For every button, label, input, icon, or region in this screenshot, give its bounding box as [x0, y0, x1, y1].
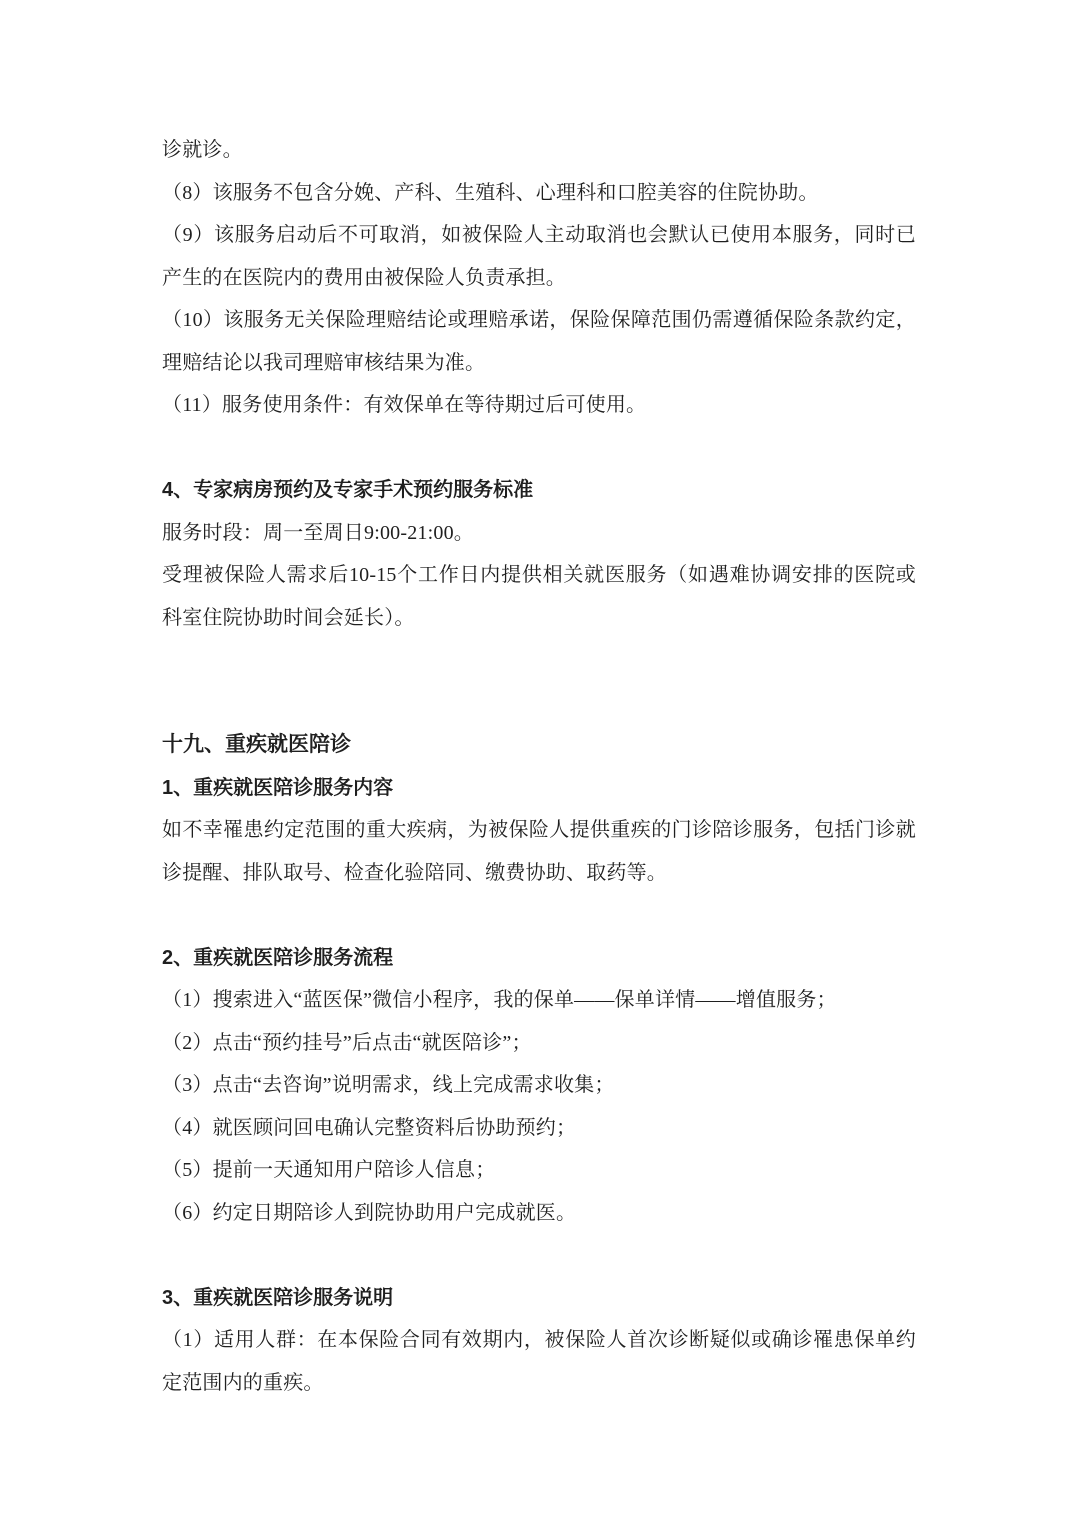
paragraph-step-5: （5）提前一天通知用户陪诊人信息； — [162, 1159, 496, 1181]
paragraph-service-hours: 服务时段：周一至周日9:00-21:00。 — [162, 521, 474, 544]
section-heading-19: 十九、重疾就医陪诊 — [162, 733, 351, 756]
subsection-heading-3: 3、重疾就医陪诊服务说明 — [162, 1286, 394, 1309]
paragraph-item-10: （10）该服务无关保险理赔结论或理赔承诺，保险保障范围仍需遵循保险条款约定，理赔结论以我司理赔审核结果为准。 — [162, 309, 916, 374]
subsection-heading-4: 4、专家病房预约及专家手术预约服务标准 — [162, 479, 534, 501]
paragraph-continuation: 诊就诊。 — [162, 139, 243, 161]
paragraph-step-6: （6）约定日期陪诊人到院协助用户完成就医。 — [162, 1201, 577, 1224]
subsection-heading-1: 1、重疾就医陪诊服务内容 — [162, 776, 394, 799]
paragraph-step-3: （3）点击“去咨询”说明需求，线上完成需求收集； — [162, 1074, 615, 1096]
paragraph-applicable-users: （1）适用人群：在本保险合同有效期内，被保险人首次诊断疑似或确诊罹患保单约定范围内的重疾。 — [162, 1329, 916, 1394]
paragraph-item-9: （9）该服务启动后不可取消，如被保险人主动取消也会默认已使用本服务，同时已产生的在医院内的费用由被保险人负责承担。 — [162, 224, 916, 289]
subsection-heading-2: 2、重疾就医陪诊服务流程 — [162, 946, 394, 969]
paragraph-service-content: 如不幸罹患约定范围的重大疾病，为被保险人提供重疾的门诊陪诊服务，包括门诊就诊提醒、排队取号、检查化验陪同、缴费协助、取药等。 — [162, 819, 916, 884]
document-content — [162, 129, 916, 1404]
paragraph-item-8: （8）该服务不包含分娩、产科、生殖科、心理科和口腔美容的住院协助。 — [162, 181, 819, 204]
paragraph-service-timeline: 受理被保险人需求后10-15个工作日内提供相关就医服务（如遇难协调安排的医院或科室住院协助时间会延长）。 — [162, 564, 916, 629]
paragraph-step-2: （2）点击“预约挂号”后点击“就医陪诊”； — [162, 1031, 532, 1054]
paragraph-step-1: （1）搜索进入“蓝医保”微信小程序，我的保单——保单详情——增值服务； — [162, 989, 837, 1011]
paragraph-step-4: （4）就医顾问回电确认完整资料后协助预约； — [162, 1116, 577, 1139]
paragraph-item-11: （11）服务使用条件：有效保单在等待期过后可使用。 — [162, 394, 647, 416]
